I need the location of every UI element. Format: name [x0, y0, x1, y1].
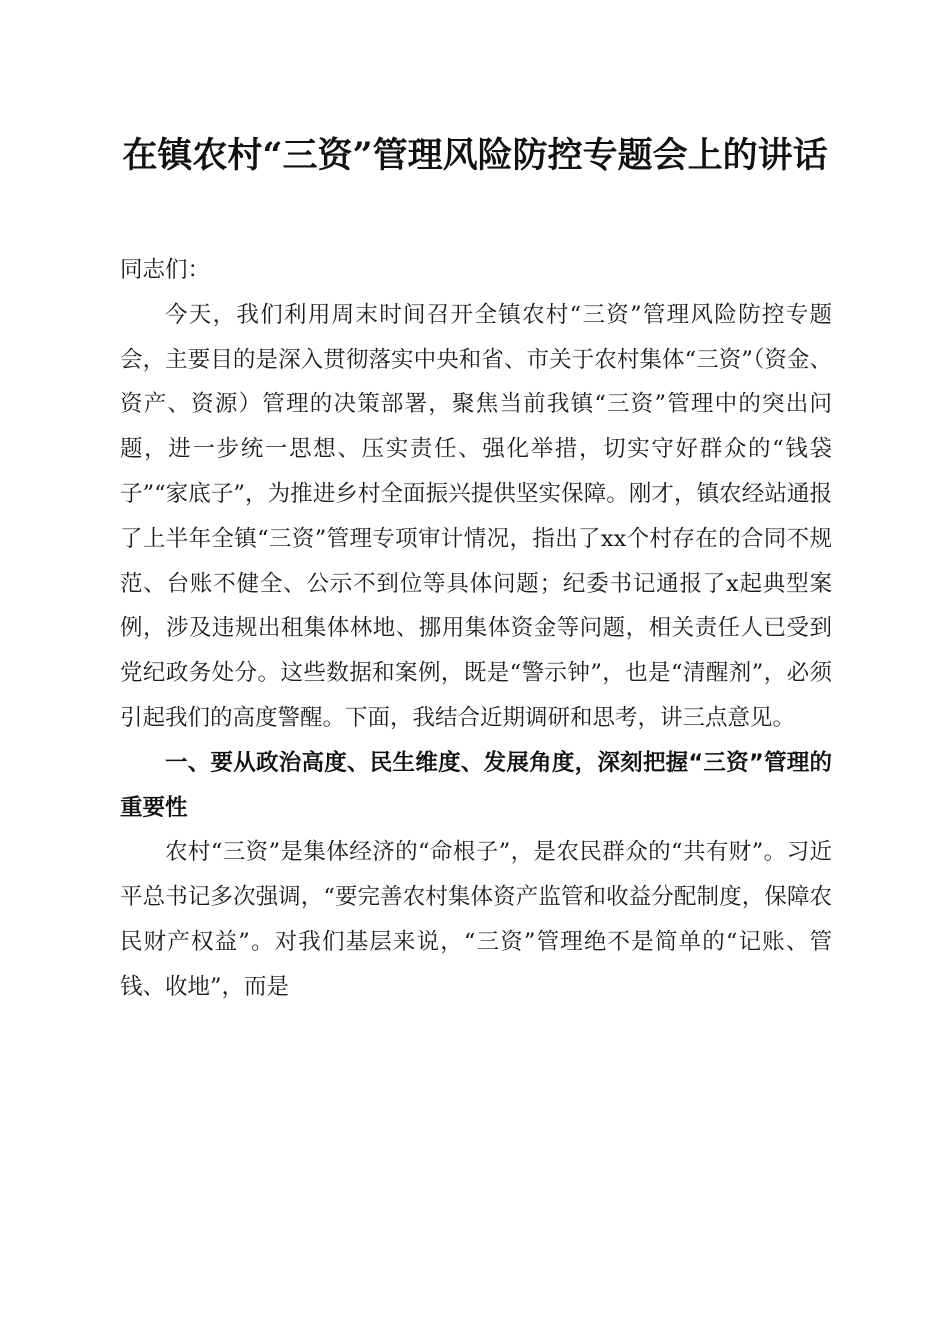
section-heading-1: 一、要从政治高度、民生维度、发展角度，深刻把握“三资”管理的重要性: [120, 749, 832, 821]
paragraph-section-1: 农村“三资”是集体经济的“命根子”，是农民群众的“共有财”。习近平总书记多次强调，“要完善农村集体资产监管和收益分配制度，保障农民财产权益”。对我们基层来说，“三资”管理绝不是简单的“记账、管钱、收地”，而是: [120, 839, 832, 1000]
paragraph-intro: 今天，我们利用周末时间召开全镇农村“三资”管理风险防控专题会，主要目的是深入贯彻落实中央和省、市关于农村集体“三资”（资金、资产、资源）管理的决策部署，聚焦当前我镇“三资”管理中的突出问题，进一步统一思想、压实责任、强化举措，切实守好群众的“钱袋子”“家底子”，为推进乡村全面振兴提供坚实保障。刚才，镇农经站通报了上半年全镇“三资”管理专项审计情况，指出了xx个村存在的合同不规范、台账不健全、公示不到位等具体问题；纪委书记通报了x起典型案例，涉及违规出租集体林地、挪用集体资金等问题，相关责任人已受到党纪政务处分。这些数据和案例，既是“警示钟”，也是“清醒剂”，必须引起我们的高度警醒。下面，我结合近期调研和思考，讲三点意见。: [120, 301, 832, 731]
document-body: [120, 248, 832, 1010]
greeting: 同志们：: [120, 257, 211, 283]
document-title: 在镇农村“三资”管理风险防控专题会上的讲话: [122, 135, 828, 176]
